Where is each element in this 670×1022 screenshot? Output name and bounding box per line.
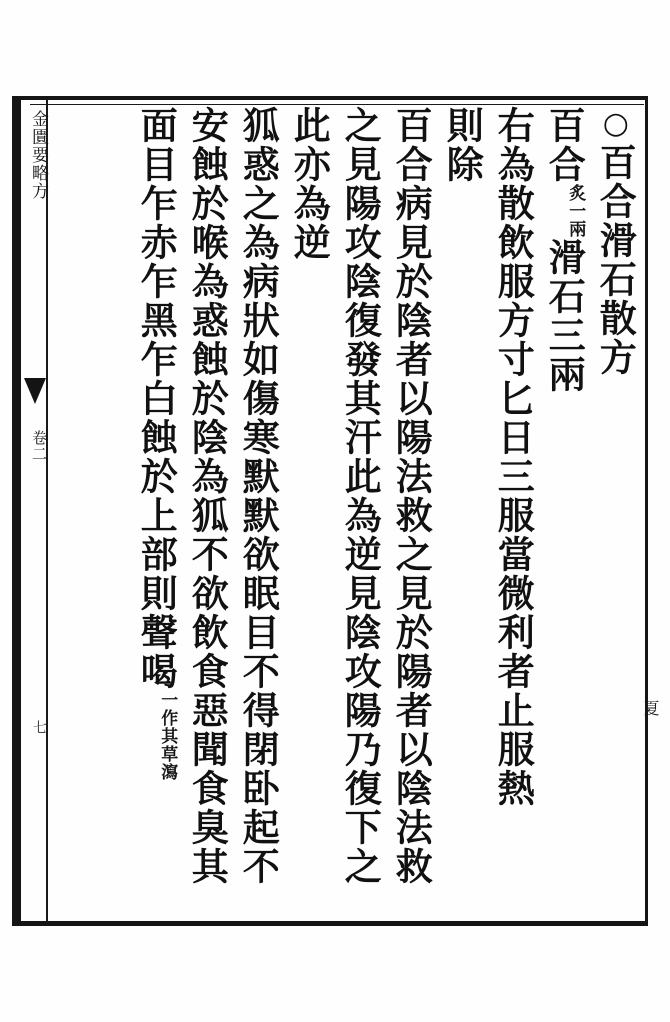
column-2-text — [542, 106, 587, 394]
column-10-note: 一作其草瀉 — [157, 691, 178, 781]
text-column-7 — [283, 106, 334, 906]
ingredient-baihe-note: 炙一兩 — [565, 184, 586, 238]
ingredient-huashi: 滑石三兩 — [542, 238, 587, 394]
ingredient-baihe: 百合 — [542, 106, 587, 184]
column-1-heading: 百合滑石散方 — [593, 143, 638, 377]
column-7-text: 此亦為逆 — [287, 106, 332, 262]
spine-page-number: 七 — [31, 720, 47, 735]
text-body — [52, 106, 640, 922]
section-circle-mark-icon: ○ — [598, 106, 634, 143]
column-5-text: 百合病見於陰者以陽法救之見於陽者以陰法救 — [389, 106, 434, 886]
spine-book-title: 金匱要略方 — [28, 110, 48, 200]
column-9-text: 安蝕於喉為惑蝕於陰為狐不欲飲食惡聞食臭其 — [185, 106, 230, 886]
text-column-9 — [181, 106, 232, 906]
column-8-text: 狐惑之為病狀如傷寒默默欲眠目不得閉卧起不 — [236, 106, 281, 886]
text-column-2 — [538, 106, 589, 906]
column-3-text: 右為散飲服方寸匕日三服當微利者止服熱 — [491, 106, 536, 808]
column-10-main: 面目乍赤乍黑乍白蝕於上部則聲喝 — [134, 106, 179, 691]
fishtail-mark-icon — [24, 378, 46, 404]
page-border-inner-rule — [30, 104, 644, 105]
text-column-8 — [232, 106, 283, 906]
text-column-10 — [130, 106, 181, 906]
text-column-3 — [487, 106, 538, 906]
column-4-text: 則除 — [440, 106, 485, 184]
page-spine-column — [14, 100, 48, 922]
text-column-4 — [436, 106, 487, 906]
margin-note: 夏 — [641, 700, 660, 716]
text-column-6 — [334, 106, 385, 906]
text-column-5 — [385, 106, 436, 906]
column-10-text — [134, 106, 179, 781]
spine-volume-label: 卷二 — [30, 430, 48, 462]
column-6-text: 之見陽攻陰復發其汗此為逆見陰攻陽乃復下之 — [338, 106, 383, 886]
column-1-text — [593, 106, 638, 377]
text-column-1 — [589, 106, 640, 906]
